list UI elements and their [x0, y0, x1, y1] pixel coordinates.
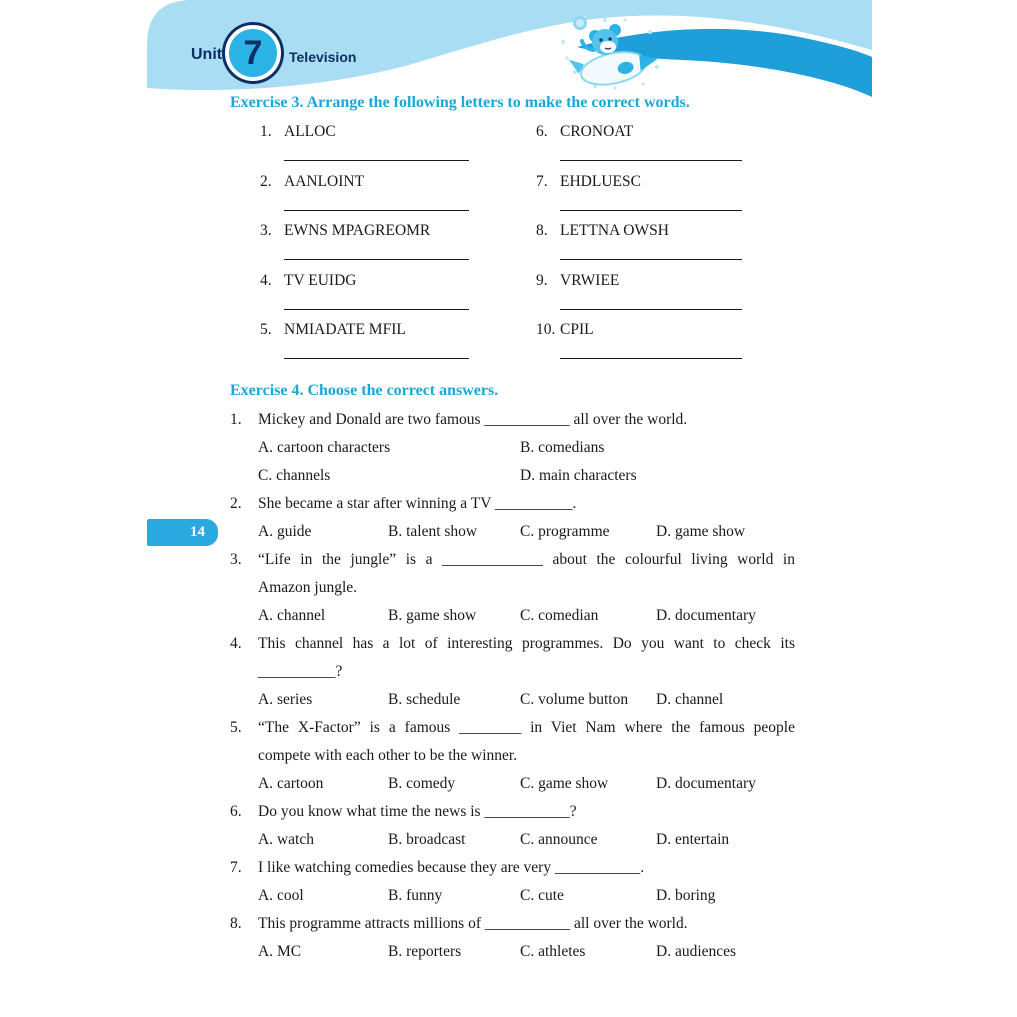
option: A. series [258, 691, 313, 708]
option: B. comedians [520, 439, 605, 456]
question-text: Do you know what time the news is ___________? [258, 803, 577, 820]
answer-blank [560, 259, 742, 260]
options-row [258, 884, 795, 907]
option: C. athletes [520, 943, 586, 960]
item-letters: TV EUIDG [284, 271, 357, 289]
option: A. cool [258, 887, 304, 904]
option: B. talent show [388, 523, 478, 540]
question-text: “Life in the jungle” is a _____________ about the colourful living world in [258, 551, 795, 568]
options-row [258, 436, 795, 459]
question-text: Amazon jungle. [258, 579, 358, 596]
item-letters: AANLOINT [284, 172, 365, 190]
options-row [258, 828, 795, 851]
item-number: 4. [260, 271, 272, 289]
option: B. comedy [388, 775, 456, 792]
question-text: She became a star after winning a TV __________. [258, 495, 577, 512]
question-3 [230, 548, 796, 627]
option: B. reporters [388, 943, 462, 960]
item-number: 8. [536, 222, 548, 240]
question-6 [230, 800, 796, 851]
item-number: 3. [260, 222, 272, 240]
question-1 [230, 408, 796, 487]
page-number: 14 [190, 524, 205, 540]
options-row [258, 940, 795, 963]
question-text: This channel has a lot of interesting programmes. Do you want to check its [258, 635, 795, 652]
item-letters: LETTNA OWSH [560, 222, 669, 240]
option: A. cartoon [258, 775, 324, 792]
options-row [258, 604, 795, 627]
option: C. announce [520, 831, 598, 848]
question-4 [230, 632, 796, 711]
option: A. cartoon characters [258, 439, 391, 456]
mouse-on-rocket-icon [555, 12, 670, 94]
option: B. schedule [388, 691, 461, 708]
answer-blank [284, 309, 469, 310]
unit-number-badge [225, 25, 281, 81]
page-number-tab [147, 519, 218, 546]
option: D. entertain [656, 831, 730, 848]
question-text: Mickey and Donald are two famous ___________ all over the world. [258, 411, 688, 428]
unit-label: Unit [191, 46, 223, 63]
ex3-item-7 [536, 173, 760, 223]
question-text: I like watching comedies because they are very ___________. [258, 859, 645, 876]
answer-blank [560, 358, 742, 359]
options-row [258, 772, 795, 795]
item-letters: NMIADATE MFIL [284, 321, 406, 339]
answer-blank [284, 160, 469, 161]
item-number: 1. [260, 123, 272, 140]
item-letters: CRONOAT [560, 123, 634, 140]
option: D. boring [656, 887, 716, 904]
question-7 [230, 856, 796, 907]
ex3-item-6 [536, 123, 760, 173]
option: C. cute [520, 887, 564, 904]
question-8 [230, 912, 796, 963]
ex3-item-9 [536, 272, 760, 322]
question-number: 2. [230, 495, 242, 512]
question-number: 8. [230, 915, 242, 932]
question-text: This programme attracts millions of ___________ all over the world. [258, 915, 688, 932]
item-number: 9. [536, 271, 548, 289]
answer-blank [284, 358, 469, 359]
item-letters: VRWIEE [560, 271, 620, 289]
exercise3-title: Exercise 3. Arrange the following letters to make the correct words. [230, 94, 690, 111]
options-row [258, 520, 795, 543]
item-letters: ALLOC [284, 123, 336, 140]
option: D. game show [656, 523, 746, 540]
option: B. broadcast [388, 831, 466, 848]
question-number: 5. [230, 719, 242, 736]
item-letters: EHDLUESC [560, 172, 641, 190]
item-letters: EWNS MPAGREOMR [284, 222, 431, 240]
exercise4-section [230, 381, 796, 968]
ex3-item-10 [536, 321, 760, 371]
option: C. volume button [520, 691, 629, 708]
item-number: 10. [536, 321, 556, 339]
unit-title: Television [289, 49, 357, 65]
option: B. game show [388, 607, 477, 624]
ex3-item-3 [260, 222, 536, 272]
option: D. documentary [656, 775, 756, 792]
question-text: __________? [258, 663, 343, 680]
option: C. comedian [520, 607, 599, 624]
unit-number: 7 [243, 34, 263, 72]
option: A. MC [258, 943, 302, 960]
question-number: 3. [230, 551, 242, 568]
question-text: “The X-Factor” is a famous ________ in Viet Nam where the famous people [258, 719, 795, 736]
option: C. game show [520, 775, 609, 792]
item-number: 6. [536, 123, 548, 140]
answer-blank [560, 160, 742, 161]
answer-blank [284, 210, 469, 211]
options-row [258, 688, 795, 711]
question-number: 7. [230, 859, 242, 876]
answer-blank [560, 309, 742, 310]
answer-blank [284, 259, 469, 260]
ex3-item-1 [260, 123, 536, 173]
question-number: 1. [230, 411, 242, 428]
question-number: 4. [230, 635, 242, 652]
option: A. watch [258, 831, 314, 848]
item-number: 7. [536, 172, 548, 190]
item-letters: CPIL [560, 321, 594, 339]
option: A. channel [258, 607, 326, 624]
question-2 [230, 492, 796, 543]
option: B. funny [388, 887, 443, 904]
answer-blank [560, 210, 742, 211]
options-row [258, 464, 795, 487]
question-number: 6. [230, 803, 242, 820]
option: D. audiences [656, 943, 737, 960]
item-number: 2. [260, 172, 272, 190]
ex3-item-4 [260, 272, 536, 322]
question-5 [230, 716, 796, 795]
option: D. channel [656, 691, 724, 708]
option: D. documentary [656, 607, 756, 624]
ex3-item-8 [536, 222, 760, 272]
question-text: compete with each other to be the winner. [258, 747, 518, 764]
exercise4-title: Exercise 4. Choose the correct answers. [230, 382, 499, 399]
exercise3-list [260, 123, 760, 371]
option: C. programme [520, 523, 610, 540]
option: C. channels [258, 467, 331, 484]
option: A. guide [258, 523, 312, 540]
item-number: 5. [260, 321, 272, 339]
ex3-item-5 [260, 321, 536, 371]
option: D. main characters [520, 467, 637, 484]
ex3-item-2 [260, 173, 536, 223]
